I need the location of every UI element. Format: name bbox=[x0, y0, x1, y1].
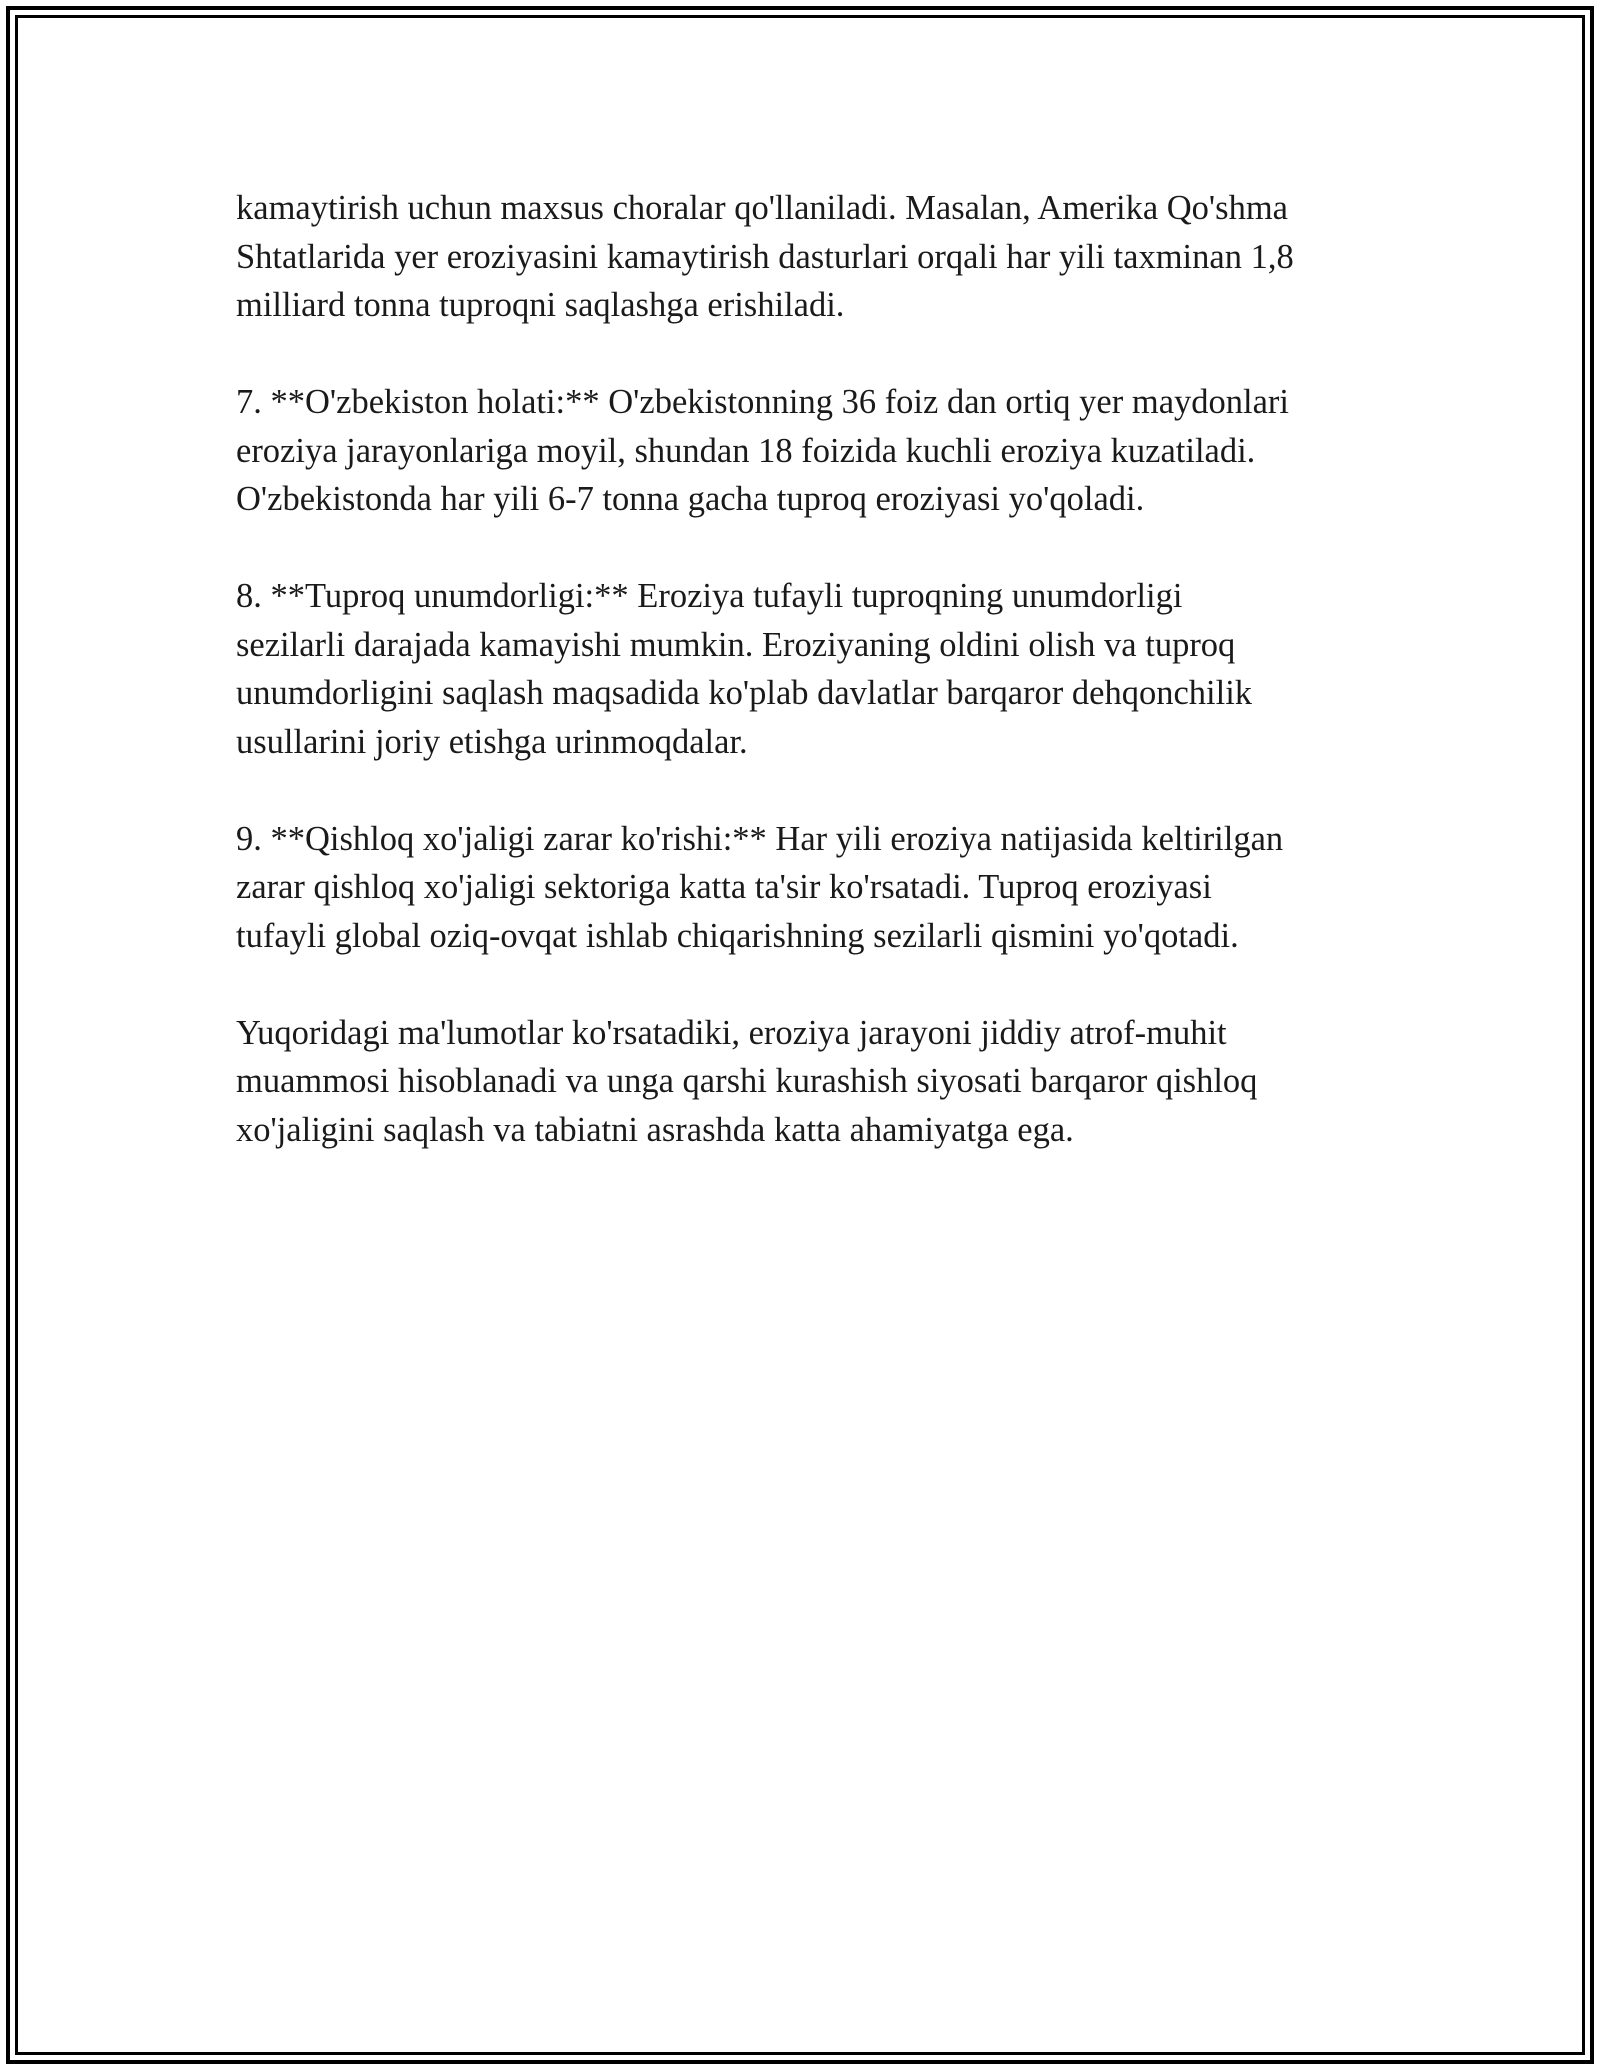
text-line: xo'jaligini saqlash va tabiatni asrashda katta ahamiyatga ega. bbox=[236, 1110, 1074, 1149]
text-line: unumdorligini saqlash maqsadida ko'plab davlatlar barqaror dehqonchilik bbox=[236, 674, 1253, 712]
text-line: muammosi hisoblanadi va unga qarshi kurashish siyosati barqaror qishloq bbox=[236, 1062, 1258, 1100]
text-line: 7. **O'zbekiston holati:** O'zbekistonning 36 foiz dan ortiq yer maydonlari bbox=[236, 383, 1289, 421]
text-line: eroziya jarayonlariga moyil, shundan 18 foizida kuchli eroziya kuzatiladi. bbox=[236, 431, 1256, 470]
text-line: zarar qishloq xo'jaligi sektoriga katta ta'sir ko'rsatadi. Tuproq eroziyasi bbox=[236, 868, 1212, 906]
text-line: milliard tonna tuproqni saqlashga erishiladi. bbox=[236, 286, 845, 324]
paragraph-agriculture-damage bbox=[236, 815, 1376, 961]
text-line: usullarini joriy etishga urinmoqdalar. bbox=[236, 722, 748, 761]
text-line: sezilarli darajada kamayishi mumkin. Eroziyaning oldini olish va tuproq bbox=[236, 625, 1236, 664]
document-body bbox=[236, 184, 1376, 1203]
paragraph-conclusion bbox=[236, 1009, 1376, 1155]
text-line: O'zbekistonda har yili 6-7 tonna gacha tuproq eroziyasi yo'qoladi. bbox=[236, 480, 1145, 518]
text-line: 9. **Qishloq xo'jaligi zarar ko'rishi:** Har yili eroziya natijasida keltirilgan bbox=[236, 819, 1284, 858]
paragraph-uzbekistan-status bbox=[236, 378, 1376, 524]
text-line: 8. **Tuproq unumdorligi:** Eroziya tufayli tuproqning unumdorligi bbox=[236, 577, 1183, 615]
paragraph-soil-fertility bbox=[236, 572, 1376, 766]
text-line: tufayli global oziq-ovqat ishlab chiqarishning sezilarli qismini yo'qotadi. bbox=[236, 916, 1239, 955]
text-line: Shtatlarida yer eroziyasini kamaytirish dasturlari orqali har yili taxminan 1,8 bbox=[236, 237, 1294, 276]
text-line: kamaytirish uchun maxsus choralar qo'llaniladi. Masalan, Amerika Qo'shma bbox=[236, 189, 1288, 227]
text-line: Yuqoridagi ma'lumotlar ko'rsatadiki, eroziya jarayoni jiddiy atrof-muhit bbox=[236, 1013, 1227, 1052]
paragraph-erosion-measures bbox=[236, 184, 1376, 330]
